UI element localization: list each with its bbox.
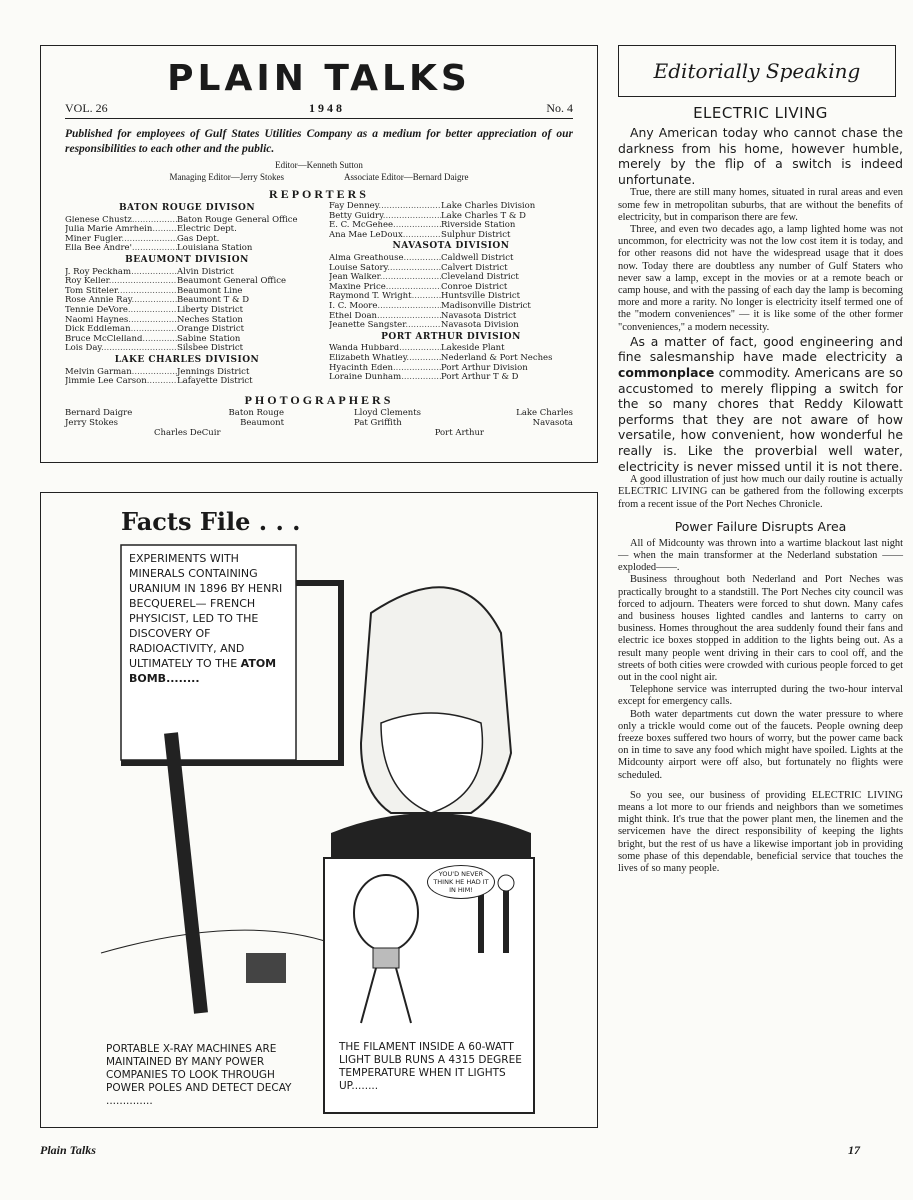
associate-editor: Associate Editor—Bernard Daigre — [344, 172, 469, 182]
caption-lightbulb: THE FILAMENT INSIDE A 60-WATT LIGHT BULB RUNS A 4315 DEGREE TEMPERATURE WHEN IT LIGHTS UP........ — [339, 1041, 522, 1092]
reporter-location: Neches Station — [177, 314, 243, 325]
reporter-location: Beaumont T & D — [177, 295, 250, 306]
photographer-location: Baton Rouge — [228, 407, 284, 418]
photographer-location: Port Arthur — [434, 427, 484, 438]
reporter-name: J. Roy Peckham ..... — [65, 268, 177, 278]
xray-drawing — [101, 733, 331, 1013]
reporter-name: Ella Bee Andre' ..... — [65, 244, 177, 254]
photographers-list — [65, 408, 573, 438]
reporter-name: Alma Greathouse ..... — [329, 254, 441, 264]
text: commodity. Americans are so accustomed to merely flipping a switch for the so many chores that Reddy Kilowatt performs that they are not aware of how versatile, how convenient, how wonderful he really is. Like the proverbial well water, electricity is never missed until it is not there. — [618, 365, 903, 474]
reporter-location: Lake Charles T & D — [441, 210, 526, 221]
reporter-location: Sabine Station — [177, 333, 241, 344]
caption-text: EXPERIMENTS WITH MINERALS CONTAINING URANIUM IN 1896 BY HENRI BECQUEREL— FRENCH PHYSICIST, LED TO THE DISCOVERY OF RADIOACTIVITY, AND ULTIMATELY TO THE — [129, 552, 283, 670]
reporter-row — [65, 377, 309, 387]
reporter-row — [329, 321, 573, 331]
publication-note: Published for employees of Gulf States Utilities Company as a medium for better appreciation of our responsibilities to each other and the public. — [65, 128, 573, 155]
quote-paragraph: Telephone service was interrupted during the two-hour interval except for emergency calls. — [618, 684, 903, 708]
photographers-heading: PHOTOGRAPHERS — [244, 392, 394, 407]
issue-number: No. 4 — [546, 101, 573, 115]
reporter-location: Alvin District — [177, 266, 234, 277]
reporter-row — [329, 231, 573, 241]
reporter-location: Silsbee District — [177, 343, 244, 354]
caption-xray: PORTABLE X-RAY MACHINES ARE MAINTAINED BY MANY POWER COMPANIES TO LOOK THROUGH POWER POLES AND DETECT DECAY .............. — [106, 1043, 292, 1107]
quote-paragraph: All of Midcounty was thrown into a wartime blackout last night — when the main transformer at the Nederland substation ——exploded——. — [618, 537, 903, 574]
reporter-name: Julia Marie Amrhein ..... — [65, 225, 177, 235]
paragraph: Three, and even two decades ago, a lamp lighted home was not uncommon, for electricity was not the low cost item it is today, and for other reasons did not have the widespread usage that it does now. Today there are doubtless any number of Gulf Staters who never saw a lamp, except in the movies or at a remote beach or camp house, and with the passing of each day the lamp is becoming more and more a rarity. No longer is electricity itself termed one of the "modern conveniences" — it is like some of the other former "conveniences," a modern necessity. — [618, 223, 903, 333]
reporter-location: Lafayette District — [177, 376, 253, 387]
reporter-location: Lake Charles Division — [441, 201, 536, 211]
reporter-name: Rose Annie Ray ..... — [65, 296, 177, 306]
reporter-name: Loraine Dunham ..... — [329, 373, 441, 383]
reporter-location: Beaumont Line — [177, 285, 243, 296]
paragraph: A good illustration of just how much our daily routine is actually ELECTRIC LIVING can be gathered from the following excerpts from a recent issue of the Port Neches Chronicle. — [618, 474, 903, 510]
reporter-name: Miner Fugler ..... — [65, 235, 177, 245]
reporter-name: Roy Keller ..... — [65, 277, 177, 287]
reporter-row — [329, 373, 573, 383]
text: As a matter of fact, good engineering and fine salesmanship have made electricity a — [618, 333, 903, 365]
division-heading: BATON ROUGE DIVISON — [118, 203, 256, 213]
reporter-name: Melvin Garman ..... — [65, 368, 177, 378]
reporter-name: Jimmie Lee Carson ..... — [65, 377, 177, 387]
reporter-name: Jeanette Sangster ..... — [329, 321, 441, 331]
facts-file-title: Facts File . . . — [121, 507, 301, 536]
reporters-right-column — [329, 202, 573, 387]
reporter-location: Sulphur District — [441, 229, 511, 240]
emphasis: commonplace — [618, 365, 715, 380]
reporter-location: Port Arthur T & D — [441, 372, 519, 383]
reporter-location: Conroe District — [441, 281, 508, 292]
quote-paragraph: Business throughout both Nederland and Port Neches was practically brought to a standstill. The Port Neches city council was forced to adjourn. Theaters were forced to shut down. Many cafes and business houses lighted candles and lanterns to carry on business. Homes throughout the area suddenly found their fans and electric ice boxes stopped in addition to the lights being out. As a result many people went driving in their cars to cool off, and the streets of both cities were crowded with curious people forced to get out in the cool night air. — [618, 574, 903, 683]
photographer-name: Charles DeCuir — [154, 427, 221, 438]
reporter-location: Caldwell District — [441, 252, 514, 263]
reporter-name: Tom Stiteler ..... — [65, 287, 177, 297]
reporter-name: E. C. McGehee ..... — [329, 221, 441, 231]
editor: Editor—Kenneth Sutton — [275, 160, 363, 170]
editorially-speaking-banner — [618, 45, 896, 97]
editorial-column — [618, 104, 903, 875]
reporter-location: Jennings District — [177, 366, 250, 377]
reporters-list — [65, 202, 573, 387]
reporter-location: Cleveland District — [441, 272, 519, 283]
photographer-name: Bernard Daigre — [65, 407, 133, 418]
photographer-name: Pat Griffith — [354, 417, 402, 428]
reporter-name: Wanda Hubbard ..... — [329, 344, 441, 354]
reporter-name: Ethel Doan ..... — [329, 312, 441, 322]
paragraph-large — [618, 334, 903, 474]
paragraph: So you see, our business of providing ELECTRIC LIVING means a lot more to our friends and neighbors than we sometimes might think. It's true that the power plant men, the linemen and the servicemen have the direct responsibility of keeping the lights bright, but the rest of us have a likewise important job in providing some phase of this dependable, beneficial service that touches the lives of so many people. — [618, 789, 903, 875]
reporter-row — [65, 344, 309, 354]
reporter-name: Maxine Price ..... — [329, 283, 441, 293]
masthead — [40, 45, 598, 463]
speech-bubble: YOU'D NEVER THINK HE HAD IT IN HIM! — [427, 865, 495, 899]
division-heading: PORT ARTHUR DIVISION — [381, 331, 521, 342]
subheading: Power Failure Disrupts Area — [674, 518, 847, 534]
reporter-location: Port Arthur Division — [441, 362, 528, 373]
reporter-name: Glenese Chustz ..... — [65, 216, 177, 226]
editorial-title: ELECTRIC LIVING — [693, 104, 828, 122]
reporter-row — [65, 244, 309, 254]
banner-text: Editorially Speaking — [653, 59, 861, 83]
photographer-name: Lloyd Clements — [354, 407, 422, 418]
reporter-location: Orange District — [177, 324, 245, 335]
managing-editor: Managing Editor—Jerry Stokes — [169, 172, 284, 182]
portrait-drawing — [331, 587, 531, 873]
facts-file-cartoon — [40, 492, 598, 1128]
reporter-name: Naomi Haynes ..... — [65, 316, 177, 326]
reporter-location: Madisonville District — [441, 300, 531, 311]
reporter-name: Tennie DeVore ..... — [65, 306, 177, 316]
reporter-name: Louise Satory ..... — [329, 264, 441, 274]
quote-paragraph: Both water departments cut down the water pressure to where only a trickle would come out of the faucets. People owning deep freeze boxes suffered two hours of worry, but the power came back on in time to save any food which might have spoiled. Lights at the Midcounty airport were off also, but fortunately no flights were scheduled. — [618, 708, 903, 781]
division-heading: LAKE CHARLES DIVISION — [114, 354, 260, 365]
reporter-location: Calvert District — [441, 262, 508, 273]
reporter-location: Riverside Station — [441, 220, 516, 231]
year: 1948 — [309, 101, 345, 115]
issue-line — [65, 101, 573, 119]
reporter-location: Lakeside Plant — [441, 343, 505, 354]
reporter-location: Beaumont General Office — [177, 276, 286, 287]
reporters-left-column — [65, 202, 309, 387]
reporter-location: Huntsville District — [441, 291, 521, 302]
footer-magazine-name: Plain Talks — [40, 1143, 96, 1157]
reporter-location: Nederland & Port Neches — [441, 352, 553, 363]
page-footer — [40, 1143, 860, 1158]
cartoon-illustration — [41, 493, 596, 1126]
reporter-location: Navasota Division — [441, 320, 519, 331]
reporter-name: Hyacinth Eden ..... — [329, 364, 441, 374]
caption-emphasis: ATOM BOMB........ — [129, 657, 277, 685]
reporter-name: I. C. Moore ..... — [329, 302, 441, 312]
editors — [65, 159, 573, 183]
reporter-name: Fay Denney ..... — [329, 202, 441, 212]
reporter-location: Baton Rouge General Office — [177, 214, 298, 225]
reporter-name: Jean Walker ..... — [329, 273, 441, 283]
paragraph: True, there are still many homes, situated in rural areas and even some few in metropolitan suburbs, that are without the benefits of electricity, but in comparison there are few. — [618, 187, 903, 223]
reporter-name: Betty Guidry ..... — [329, 212, 441, 222]
reporters-heading: REPORTERS — [269, 187, 369, 201]
division-heading: BEAUMONT DIVISION — [125, 254, 249, 265]
reporter-location: Gas Dept. — [177, 233, 220, 244]
reporter-name: Lois Day ..... — [65, 344, 177, 354]
reporter-location: Navasota District — [441, 310, 517, 321]
reporter-name: Ana Mae LeDoux ..... — [329, 231, 441, 241]
reporter-name: Dick Eddleman ..... — [65, 325, 177, 335]
magazine-title: PLAIN TALKS — [167, 58, 471, 99]
photographer-location: Lake Charles — [516, 407, 573, 418]
lead-paragraph: Any American today who cannot chase the darkness from his home, however humble, merely by the flip of a switch is indeed unfortunate. — [618, 125, 903, 187]
reporter-name: Bruce McClelland ..... — [65, 335, 177, 345]
caption-becquerel — [129, 551, 289, 686]
photographer-location: Beaumont — [240, 417, 284, 428]
volume: VOL. 26 — [65, 101, 108, 115]
reporter-name: Elizabeth Whatley ..... — [329, 354, 441, 364]
reporter-location: Louisiana Station — [177, 243, 253, 254]
reporter-name: Raymond T. Wright ..... — [329, 292, 441, 302]
reporter-location: Electric Dept. — [177, 224, 237, 235]
page-number: 17 — [848, 1143, 860, 1157]
reporter-location: Liberty District — [177, 304, 244, 315]
photographer-name: Jerry Stokes — [65, 417, 118, 428]
photographer-location: Navasota — [532, 417, 573, 428]
division-heading: NAVASOTA DIVISION — [392, 241, 510, 252]
